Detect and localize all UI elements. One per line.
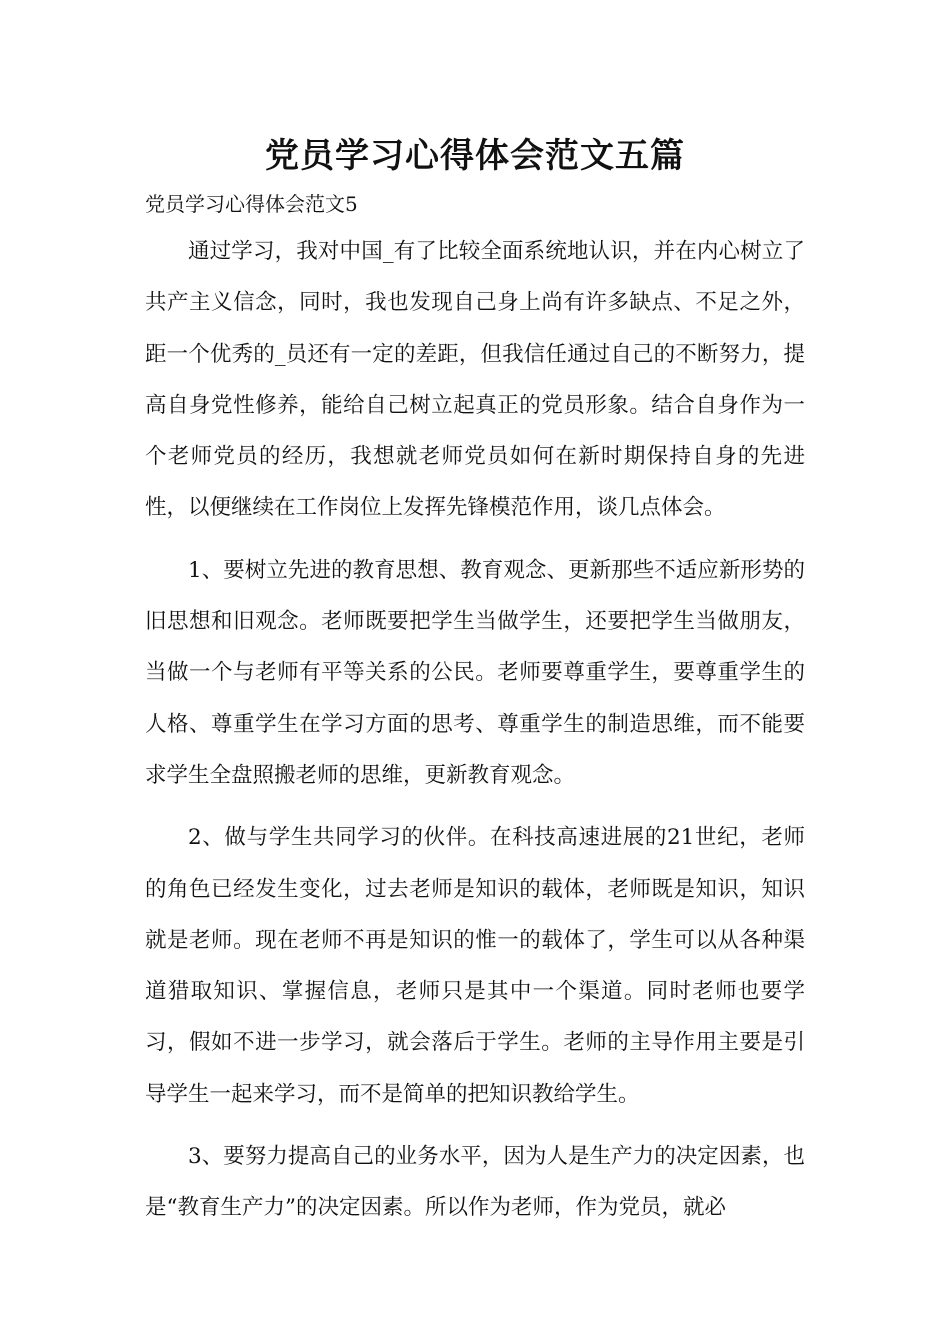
paragraph-point-3: 3、要努力提高自己的业务水平，因为人是生产力的决定因素，也是“教育生产力”的决定因素。所以作为老师，作为党员，就必 <box>145 1144 805 1221</box>
document-subtitle: 党员学习心得体会范文5 <box>145 192 358 216</box>
paragraph-intro: 通过学习，我对中国_有了比较全面系统地认识，并在内心树立了共产主义信念，同时，我也发现自己身上尚有许多缺点、不足之外，距一个优秀的_员还有一定的差距，但我信任通过自己的不断努力，提高自身党性修养，能给自己树立起真正的党员形象。结合自身作为一个老师党员的经历，我想就老师党员如何在新时期保持自身的先进性，以便继续在工作岗位上发挥先锋模范作用，谈几点体会。 <box>145 239 805 521</box>
paragraph-point-2: 2、做与学生共同学习的伙伴。在科技高速进展的21世纪，老师的角色已经发生变化，过去老师是知识的载体，老师既是知识，知识就是老师。现在老师不再是知识的惟一的载体了，学生可以从各种渠道猎取知识、掌握信息，老师只是其中一个渠道。同时老师也要学习，假如不进一步学习，就会落后于学生。老师的主导作用主要是引导学生一起来学习，而不是简单的把知识教给学生。 <box>145 825 805 1107</box>
document-body <box>145 226 805 1245</box>
paragraph-point-1: 1、要树立先进的教育思想、教育观念、更新那些不适应新形势的旧思想和旧观念。老师既要把学生当做学生，还要把学生当做朋友，当做一个与老师有平等关系的公民。老师要尊重学生，要尊重学生的人格、尊重学生在学习方面的思考、尊重学生的制造思维，而不能要求学生全盘照搬老师的思维，更新教育观念。 <box>145 557 805 788</box>
document-title: 党员学习心得体会范文五篇 <box>265 136 685 176</box>
